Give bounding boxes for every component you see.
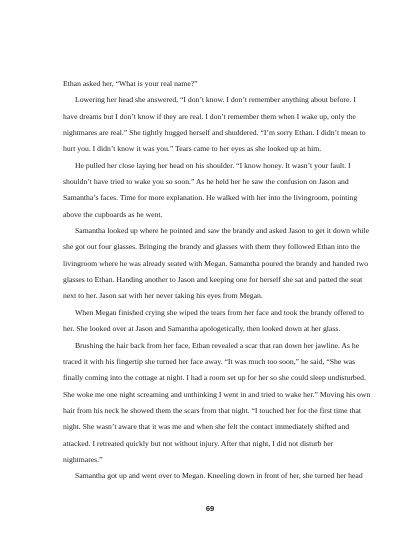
paragraph: He pulled her close laying her head on his shoulder. “I know honey. It wasn’t your fault. I shouldn’t have tried to wake you so soon.” As he held her he saw the confusion on Jason and Samantha’s faces. Time for more explanation. He walked with her into the livingroom, pointing above the cupboards as he went.	[63, 160, 358, 219]
paragraph: Brushing the hair back from her face, Ethan revealed a scar that ran down her jawline. As he traced it with his fingertip she turned her face away. “It was much too soon,” he said, “She was finally coming into the cottage at night. I had a room set up for her so she could sleep undisturbed. She woke me one night screaming and unthinking I went in and tried to wake her.” Moving his own hair from his neck he showed them the scars from that night. “I touched her for the first time that night. She wasn’t aware that it was me and when she felt the contact immediately shifted and attacked. I retreated quickly but not without injury. After that night, I did not disturb her nightmares.”	[63, 340, 371, 464]
paragraph: Lowering her head she answered, “I don’t know. I don’t remember anything about before. I have dreams but I don’t know if they are real. I don’t remember them when I wake up, only the nightmares are real.” She tightly hugged herself and shuddered. “I’m sorry Ethan. I didn’t mean to hurt you. I didn’t know it was you.” Tears came to her eyes as she looked up at him.	[63, 95, 366, 154]
paragraph: Samantha looked up where he pointed and saw the brandy and asked Jason to get it down while she got out four glasses. Bringing the brandy and glasses with them they followed Ethan into the livingroom where he was already seated with Megan. Samantha poured the brandy and handed two glasses to Ethan. Handing another to Jason and keeping one for herself she sat and patted the seat next to her. Jason sat with her never taking his eyes from Megan.	[63, 226, 369, 301]
body-text	[63, 76, 371, 485]
paragraph: Ethan asked her, “What is your real name?”	[63, 79, 198, 88]
paragraph: When Megan finished crying she wiped the tears from her face and took the brandy offered to her. She looked over at Jason and Samantha apologetically, then looked down at her glass.	[63, 307, 364, 334]
paragraph: Samantha got up and went over to Megan. Kneeling down in front of her, she turned her head	[75, 471, 363, 481]
page-number: 69	[205, 504, 215, 513]
